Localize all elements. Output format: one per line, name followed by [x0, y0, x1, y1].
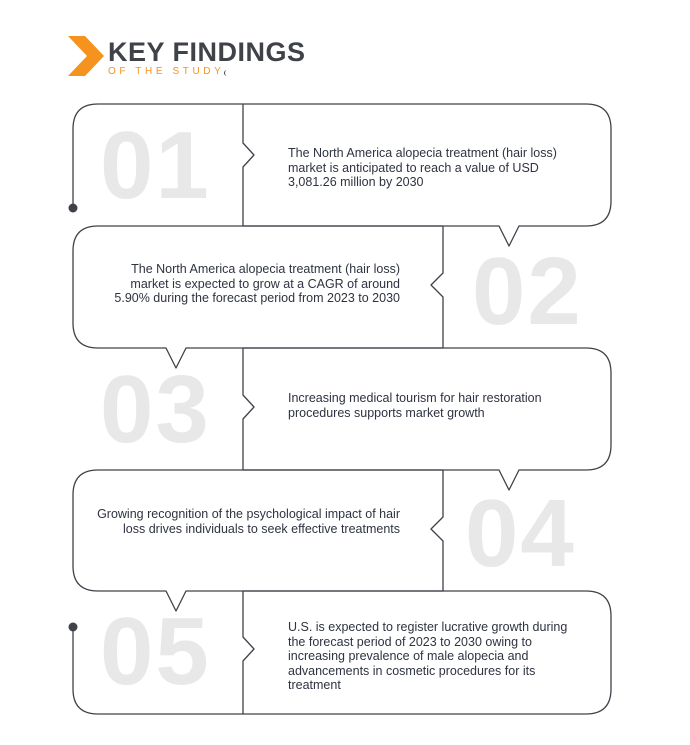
finding-number-03: 03 [100, 356, 211, 463]
finding-text-05: U.S. is expected to register lucrative growth during the forecast period of 2023 to 2030 owing to increasing prevalence of male alopecia and advancements in cosmetic procedures for its treatment [288, 620, 568, 692]
page-subtitle: OF THE STUDY [108, 66, 225, 77]
finding-text-01: The North America alopecia treatment (hair loss) market is anticipated to reach a value of USD 3,081.26 million by 2030 [288, 146, 557, 189]
end-dot [69, 623, 78, 632]
finding-number-02: 02 [472, 238, 583, 345]
card-4-outline [73, 470, 443, 611]
finding-number-04: 04 [465, 480, 576, 587]
finding-text-04: Growing recognition of the psychological impact of hair loss drives individuals to seek effective treatments [97, 507, 400, 536]
finding-text-02: The North America alopecia treatment (hair loss) market is expected to grow at a CAGR of around 5.90% during the forecast period from 2023 to 2030 [114, 262, 400, 305]
start-dot [69, 204, 78, 213]
finding-number-05: 05 [100, 598, 211, 705]
page-title: KEY FINDINGS [108, 37, 306, 67]
finding-text-03: Increasing medical tourism for hair restoration procedures supports market growth [288, 391, 542, 420]
finding-number-01: 01 [100, 112, 211, 219]
